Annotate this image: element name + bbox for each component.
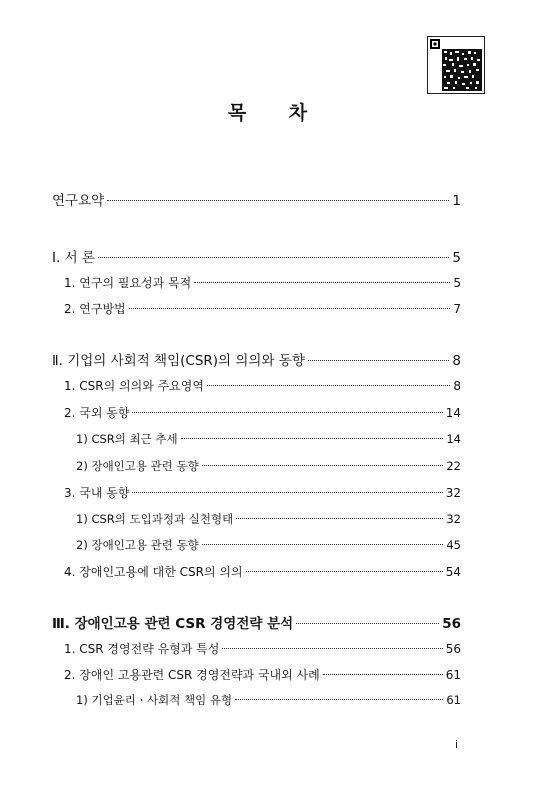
dot-leader	[308, 360, 450, 361]
dot-leader	[202, 465, 444, 466]
toc-entry-page: 22	[446, 459, 461, 473]
dot-leader	[202, 544, 444, 545]
toc-entry-page: 56	[442, 616, 461, 632]
toc-entry	[64, 563, 461, 580]
toc-entry	[64, 274, 461, 291]
toc-entry-page: 5	[453, 276, 461, 290]
toc-entry-label: 2) 장애인고용 관련 동향	[76, 538, 199, 552]
toc-entry-label: 2. 장애인 고용관련 CSR 경영전략과 국내외 사례	[64, 668, 320, 682]
toc-entry-label: 1. 연구의 필요성과 목적	[64, 276, 192, 290]
toc-entry-page: 7	[453, 302, 461, 316]
toc-entry	[52, 612, 461, 632]
toc-entry-label: 1) CSR의 최근 추세	[76, 432, 178, 446]
toc-entry-page: 8	[452, 353, 461, 369]
dot-leader	[98, 257, 449, 258]
dot-leader	[296, 623, 439, 624]
toc-entry-page: 45	[446, 538, 461, 552]
toc-entry-label: Ⅲ. 장애인고용 관련 CSR 경영전략 분석	[52, 616, 294, 632]
toc-entry-label: 1. CSR 경영전략 유형과 특성	[64, 642, 220, 656]
dot-leader	[129, 308, 451, 309]
toc-entry-label: Ⅱ. 기업의 사회적 책임(CSR)의 의의와 동향	[52, 353, 305, 369]
toc-entry-label: 1. CSR의 의의와 주요영역	[64, 379, 204, 393]
toc-entry-label: 2. 연구방법	[64, 302, 126, 316]
toc-entry-label: 2. 국외 동향	[64, 406, 130, 420]
dot-leader	[323, 674, 443, 675]
toc-entry	[52, 349, 461, 369]
toc-entry-page: 8	[453, 379, 461, 393]
toc-entry-page: 61	[445, 668, 461, 682]
toc-entry-page: 32	[446, 512, 461, 526]
dot-leader	[235, 699, 443, 700]
dot-leader	[222, 648, 442, 649]
toc-entry	[64, 666, 461, 683]
toc-entry	[64, 640, 461, 657]
toc-entry	[64, 484, 461, 501]
toc-entry	[76, 458, 461, 474]
toc-entry	[52, 246, 461, 266]
toc-entry-page: 14	[445, 406, 461, 420]
page-number: i	[455, 738, 459, 751]
toc-entry-page: 61	[446, 693, 461, 707]
toc-entry-label: 4. 장애인고용에 대한 CSR의 의의	[64, 565, 243, 579]
toc-entry-label: Ⅰ. 서 론	[52, 250, 95, 266]
page-title: 목 차	[227, 102, 326, 124]
qr-code	[427, 36, 485, 94]
dot-leader	[132, 492, 442, 493]
toc-entry-page: 54	[445, 565, 461, 579]
toc-entry-label: 3. 국내 동향	[64, 486, 130, 500]
toc-entry	[52, 189, 461, 209]
toc-entry-page: 32	[445, 486, 461, 500]
dot-leader	[246, 571, 443, 572]
dot-leader	[132, 412, 442, 413]
toc-entry	[64, 300, 461, 317]
toc-entry-label: 연구요약	[52, 193, 105, 209]
toc-entry-page: 1	[452, 193, 461, 209]
dot-leader	[107, 200, 449, 201]
toc-entry	[76, 692, 461, 708]
toc-entry	[76, 511, 461, 527]
dot-leader	[181, 438, 444, 439]
toc-entry-page: 56	[445, 642, 461, 656]
toc-entry-label: 1) 기업윤리ㆍ사회적 책임 유형	[76, 693, 233, 707]
toc-entry-label: 2) 장애인고용 관련 동향	[76, 459, 199, 473]
dot-leader	[236, 518, 443, 519]
toc-entry-label: 1) CSR의 도입과정과 실천형태	[76, 512, 234, 526]
dot-leader	[194, 282, 450, 283]
toc-entry	[64, 404, 461, 421]
dot-leader	[207, 385, 450, 386]
toc-entry-page: 14	[446, 432, 461, 446]
toc-entry	[76, 537, 461, 553]
toc-entry-page: 5	[452, 250, 461, 266]
toc-entry	[76, 431, 461, 447]
toc-entry	[64, 377, 461, 394]
